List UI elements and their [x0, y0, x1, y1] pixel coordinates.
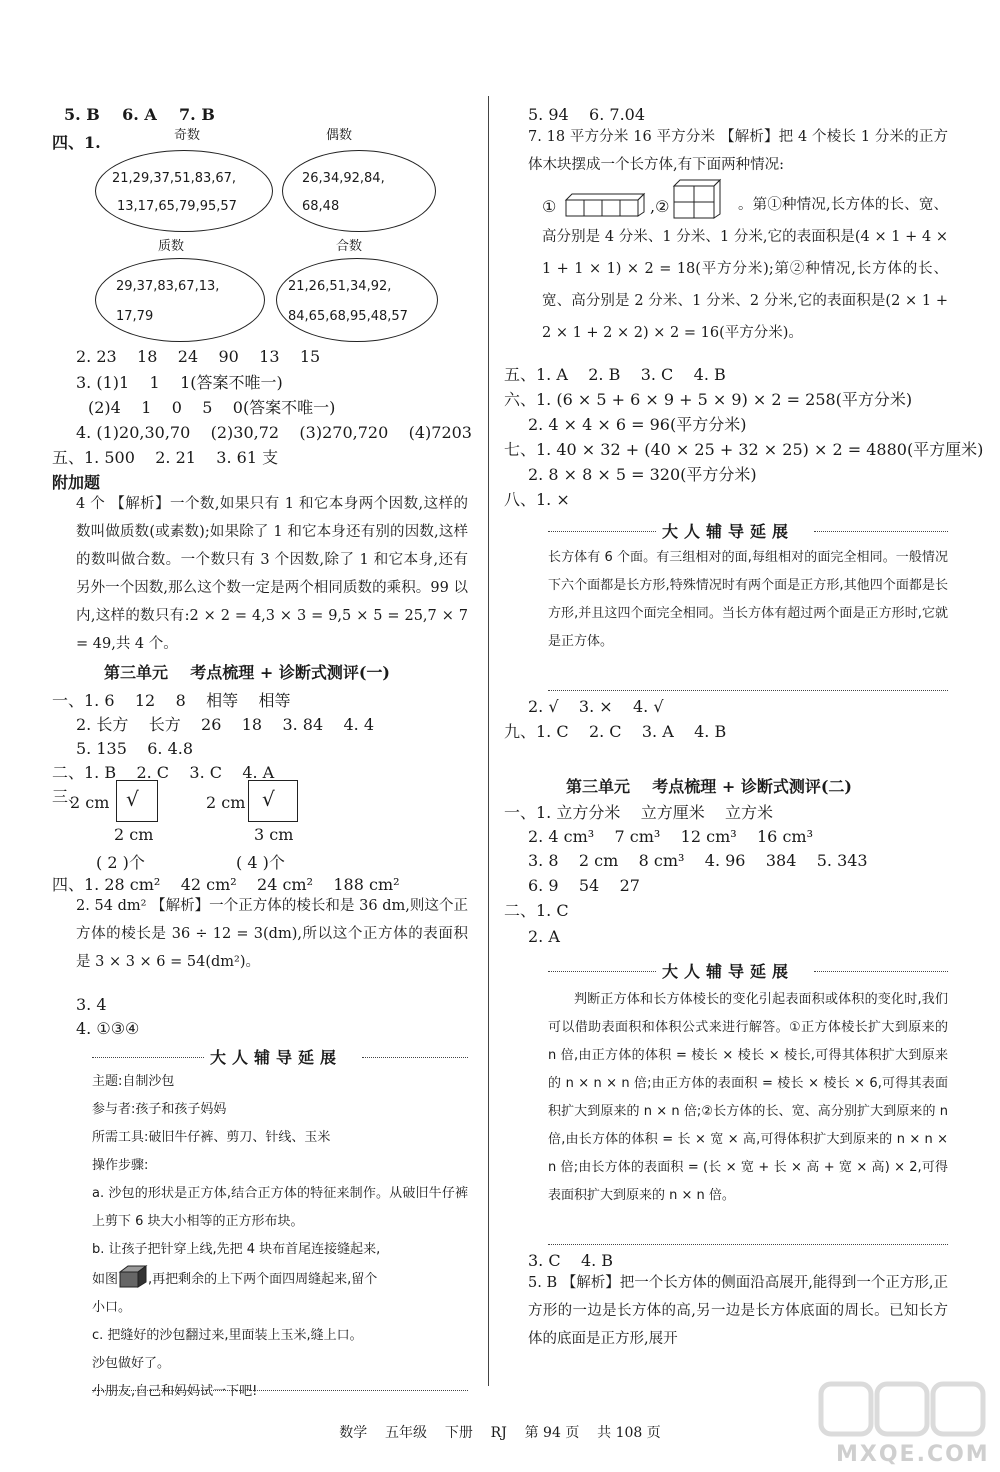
guide-line: b. 让孩子把针穿上线,先把 4 块布首尾连接缝起来,: [92, 1242, 381, 1257]
guide-line: 沙包做好了。: [92, 1356, 171, 1371]
even-ellipse: [282, 150, 436, 232]
guide-text-block: 长方体有 6 个面。有三组相对的面,每组相对的面完全相同。一般情况下六个面都是长方形,特殊情况时有两个面是正方形,其他四个面都是长方形,并且这四个面完全相同。当长方体有超过两个面是正方形时,它就是正方体。: [548, 550, 948, 649]
guide-banner: [548, 520, 948, 542]
guide-line: 参与者:孩子和孩子妈妈: [92, 1102, 227, 1117]
even-values-2: 68,48: [302, 199, 340, 214]
guide-end-line: [548, 1244, 948, 1245]
answer-line: 4. ①③④: [76, 1019, 140, 1038]
prime-values-2: 17,79: [116, 309, 154, 324]
count-answer-1: ( 2 )个: [96, 853, 145, 872]
answer-line: 二、1. C: [504, 901, 569, 920]
guide-text-block: 判断正方体和长方体棱长的变化引起表面积或体积的变化时,我们可以借助表面积和体积公式来进行解答。①正方体棱长扩大到原来的 n 倍,由正方体的体积 = 棱长 × 棱长 × 棱长,可得其体积扩大到原来的 n × n × n 倍;由正方体的表面积 = 棱长 × 棱长 × 6,可得其表面积扩大到原来的 n × n 倍;②长方体的长、宽、高分别扩大到原来的 n 倍,由长方体的体积 = 长 × 宽 × 高,可得体积扩大到原来的 n × n × n 倍;由长方体的表面积 = (长 × 宽 + 长 × 高 + 宽 × 高) × 2,可得表面积扩大到原来的 n × n 倍。: [548, 992, 948, 1203]
answer-line: 2. 4 × 4 × 6 = 96(平方分米): [528, 415, 747, 434]
column-divider: [488, 96, 489, 1386]
answer-line: 七、1. 40 × 32 + (40 × 25 + 32 × 25) × 2 = 4880(平方厘米): [504, 440, 984, 459]
count-answer-2: ( 4 )个: [236, 853, 285, 872]
answer-line: 5. B 6. A 7. B: [64, 105, 215, 124]
circle-one: ①: [542, 197, 557, 216]
cube-icon: [118, 1264, 148, 1288]
answer-line: 5. 94 6. 7.04: [528, 105, 646, 124]
circle-two: ,②: [650, 197, 670, 216]
composite-values-2: 84,65,68,95,48,57: [288, 309, 408, 324]
answer-line: 八、1. ×: [504, 490, 570, 509]
answer-explanation: 5. B 【解析】把一个长方体的侧面沿高展开,能得到一个正方形,正方形的一边是长方体的高,另一边是长方体底面的周长。已知长方体的底面是正方形,展开: [528, 1275, 948, 1347]
answer-line: 4. (1)20,30,70 (2)30,72 (3)270,720 (4)7203: [76, 423, 472, 442]
bonus-heading: 附加题: [52, 473, 101, 492]
composite-title: 合数: [336, 239, 363, 254]
guide-line: 小口。: [92, 1300, 132, 1315]
composite-ellipse: [276, 258, 438, 342]
banner-title: 大人辅导延展: [662, 522, 795, 541]
prime-values-1: 29,37,83,67,13,: [116, 279, 220, 294]
banner-title: 大人辅导延展: [210, 1048, 343, 1067]
prime-ellipse: [95, 258, 265, 342]
check-mark: √: [126, 787, 139, 811]
answer-line: 一、1. 6 12 8 相等 相等: [52, 691, 291, 710]
guide-text-block: [92, 1068, 468, 1406]
answer-line: 5. 135 6. 4.8: [76, 739, 194, 758]
guide-line: 所需工具:破旧牛仔裤、剪刀、针线、玉米: [92, 1130, 331, 1145]
answer-line: 二、1. B 2. C 3. C 4. A: [52, 763, 275, 782]
answer-explanation: 2. 54 dm² 【解析】一个正方体的棱长和是 36 dm,则这个正方体的棱长是 36 ÷ 12 = 3(dm),所以这个正方体的表面积是 3 × 3 × 6 = 54(dm²)。: [76, 898, 468, 970]
guide-line: 小朋友,自己和妈妈试一下吧!: [92, 1384, 258, 1399]
watermark-text: MXQE.COM: [836, 1442, 990, 1467]
guide-text: ,再把剩余的上下两个面四周缝起来,留个: [148, 1272, 378, 1287]
answer-line: 2. 8 × 8 × 5 = 320(平方分米): [528, 465, 757, 484]
guide-line: 操作步骤:: [92, 1158, 149, 1173]
answer-line: 6. 9 54 27: [528, 876, 640, 895]
guide-banner: [92, 1046, 468, 1068]
guide-line: c. 把缝好的沙包翻过来,里面装上玉米,缝上口。: [92, 1328, 363, 1343]
composite-values-1: 21,26,51,34,92,: [288, 279, 392, 294]
page-footer: 数学 五年级 下册 RJ 第 94 页 共 108 页: [339, 1425, 661, 1441]
guide-line: a. 沙包的形状是正方体,结合正方体的特征来制作。从破旧牛仔裤上剪下 6 块大小相等的正方形布块。: [92, 1186, 468, 1229]
odd-values-1: 21,29,37,51,83,67,: [112, 171, 237, 186]
bonus-explanation: 4 个 【解析】一个数,如果只有 1 和它本身两个因数,这样的数叫做质数(或素数);如果除了 1 和它本身还有别的因数,这样的数叫做合数。一个数只有 3 个因数,除了 1 和它本身,还有另外一个因数,那么这个数一定是两个相同质数的乘积。99 以内,这样的数只有:2 × 2 = 4,3 × 3 = 9,5 × 5 = 25,7 × 7 = 49,共 4 个。: [76, 496, 468, 652]
fig1-bottom-label: 2 cm: [114, 825, 154, 844]
shapes-explanation: [542, 190, 948, 350]
answer-line: 一、1. 立方分米 立方厘米 立方米: [504, 803, 774, 822]
fig1-side-label: 2 cm: [70, 793, 110, 812]
guide-text: 如图: [92, 1272, 119, 1287]
answer-line: 九、1. C 2. C 3. A 4. B: [504, 722, 727, 741]
answer-line: 3. C 4. B: [528, 1251, 614, 1270]
answer-line: 五、1. 500 2. 21 3. 61 支: [52, 448, 279, 467]
answer-line: 3. 8 2 cm 8 cm³ 4. 96 384 5. 343: [528, 851, 868, 870]
fig2-side-label: 2 cm: [206, 793, 246, 812]
guide-end-line: [548, 690, 948, 691]
answer-line: 四、1. 28 cm² 42 cm² 24 cm² 188 cm²: [52, 875, 400, 894]
section-label: 四、1.: [52, 133, 101, 152]
answer-line: 2. 4 cm³ 7 cm³ 12 cm³ 16 cm³: [528, 827, 813, 846]
answer-line: 2. A: [528, 927, 560, 946]
answer-line: 3. 4: [76, 995, 107, 1014]
answer-line: 六、1. (6 × 5 + 6 × 9 + 5 × 9) × 2 = 258(平方分米): [504, 390, 913, 409]
check-mark: √: [262, 787, 275, 811]
banner-title: 大人辅导延展: [662, 962, 795, 981]
unit-title: 第三单元 考点梳理 + 诊断式测评(一): [104, 663, 390, 682]
fig2-bottom-label: 3 cm: [254, 825, 294, 844]
odd-ellipse: [95, 150, 273, 232]
answer-line: 五、1. A 2. B 3. C 4. B: [504, 365, 726, 384]
answer-line: 2. 23 18 24 90 13 15: [76, 347, 321, 366]
even-title: 偶数: [326, 128, 353, 143]
answer-line: 3. (1)1 1 1(答案不唯一): [76, 373, 283, 392]
answer-line: (2)4 1 0 5 0(答案不唯一): [88, 398, 336, 417]
odd-title: 奇数: [174, 128, 201, 143]
unit-title: 第三单元 考点梳理 + 诊断式测评(二): [566, 777, 852, 796]
guide-banner: [548, 960, 948, 982]
guide-line: [92, 1264, 468, 1294]
odd-values-2: 13,17,65,79,95,57: [117, 199, 237, 214]
guide-end-line: [92, 1390, 468, 1391]
guide-line: 主题:自制沙包: [92, 1074, 175, 1089]
section-label: 三、: [52, 787, 85, 806]
answer-line: 2. √ 3. × 4. √: [528, 697, 664, 716]
answer-line: 2. 长方 长方 26 18 3. 84 4. 4: [76, 715, 375, 734]
square-cuboid-icon: [672, 178, 722, 220]
even-values-1: 26,34,92,84,: [302, 171, 385, 186]
long-cuboid-icon: [564, 192, 646, 218]
answer-explanation: 7. 18 平方分米 16 平方分米 【解析】把 4 个棱长 1 分米的正方体木块摆成一个长方体,有下面两种情况:: [528, 129, 948, 173]
prime-title: 质数: [158, 239, 185, 254]
answer-explanation: 。第①种情况,长方体的长、宽、高分别是 4 分米、1 分米、1 分米,它的表面积是(4 × 1 + 4 × 1 + 1 × 1) × 2 = 18(平方分米);第②种情况,长方体的长、宽、高分别是 2 分米、1 分米、2 分米,它的表面积是(2 × 1 + 2 × 1 + 2 × 2) × 2 = 16(平方分米)。: [542, 197, 948, 341]
